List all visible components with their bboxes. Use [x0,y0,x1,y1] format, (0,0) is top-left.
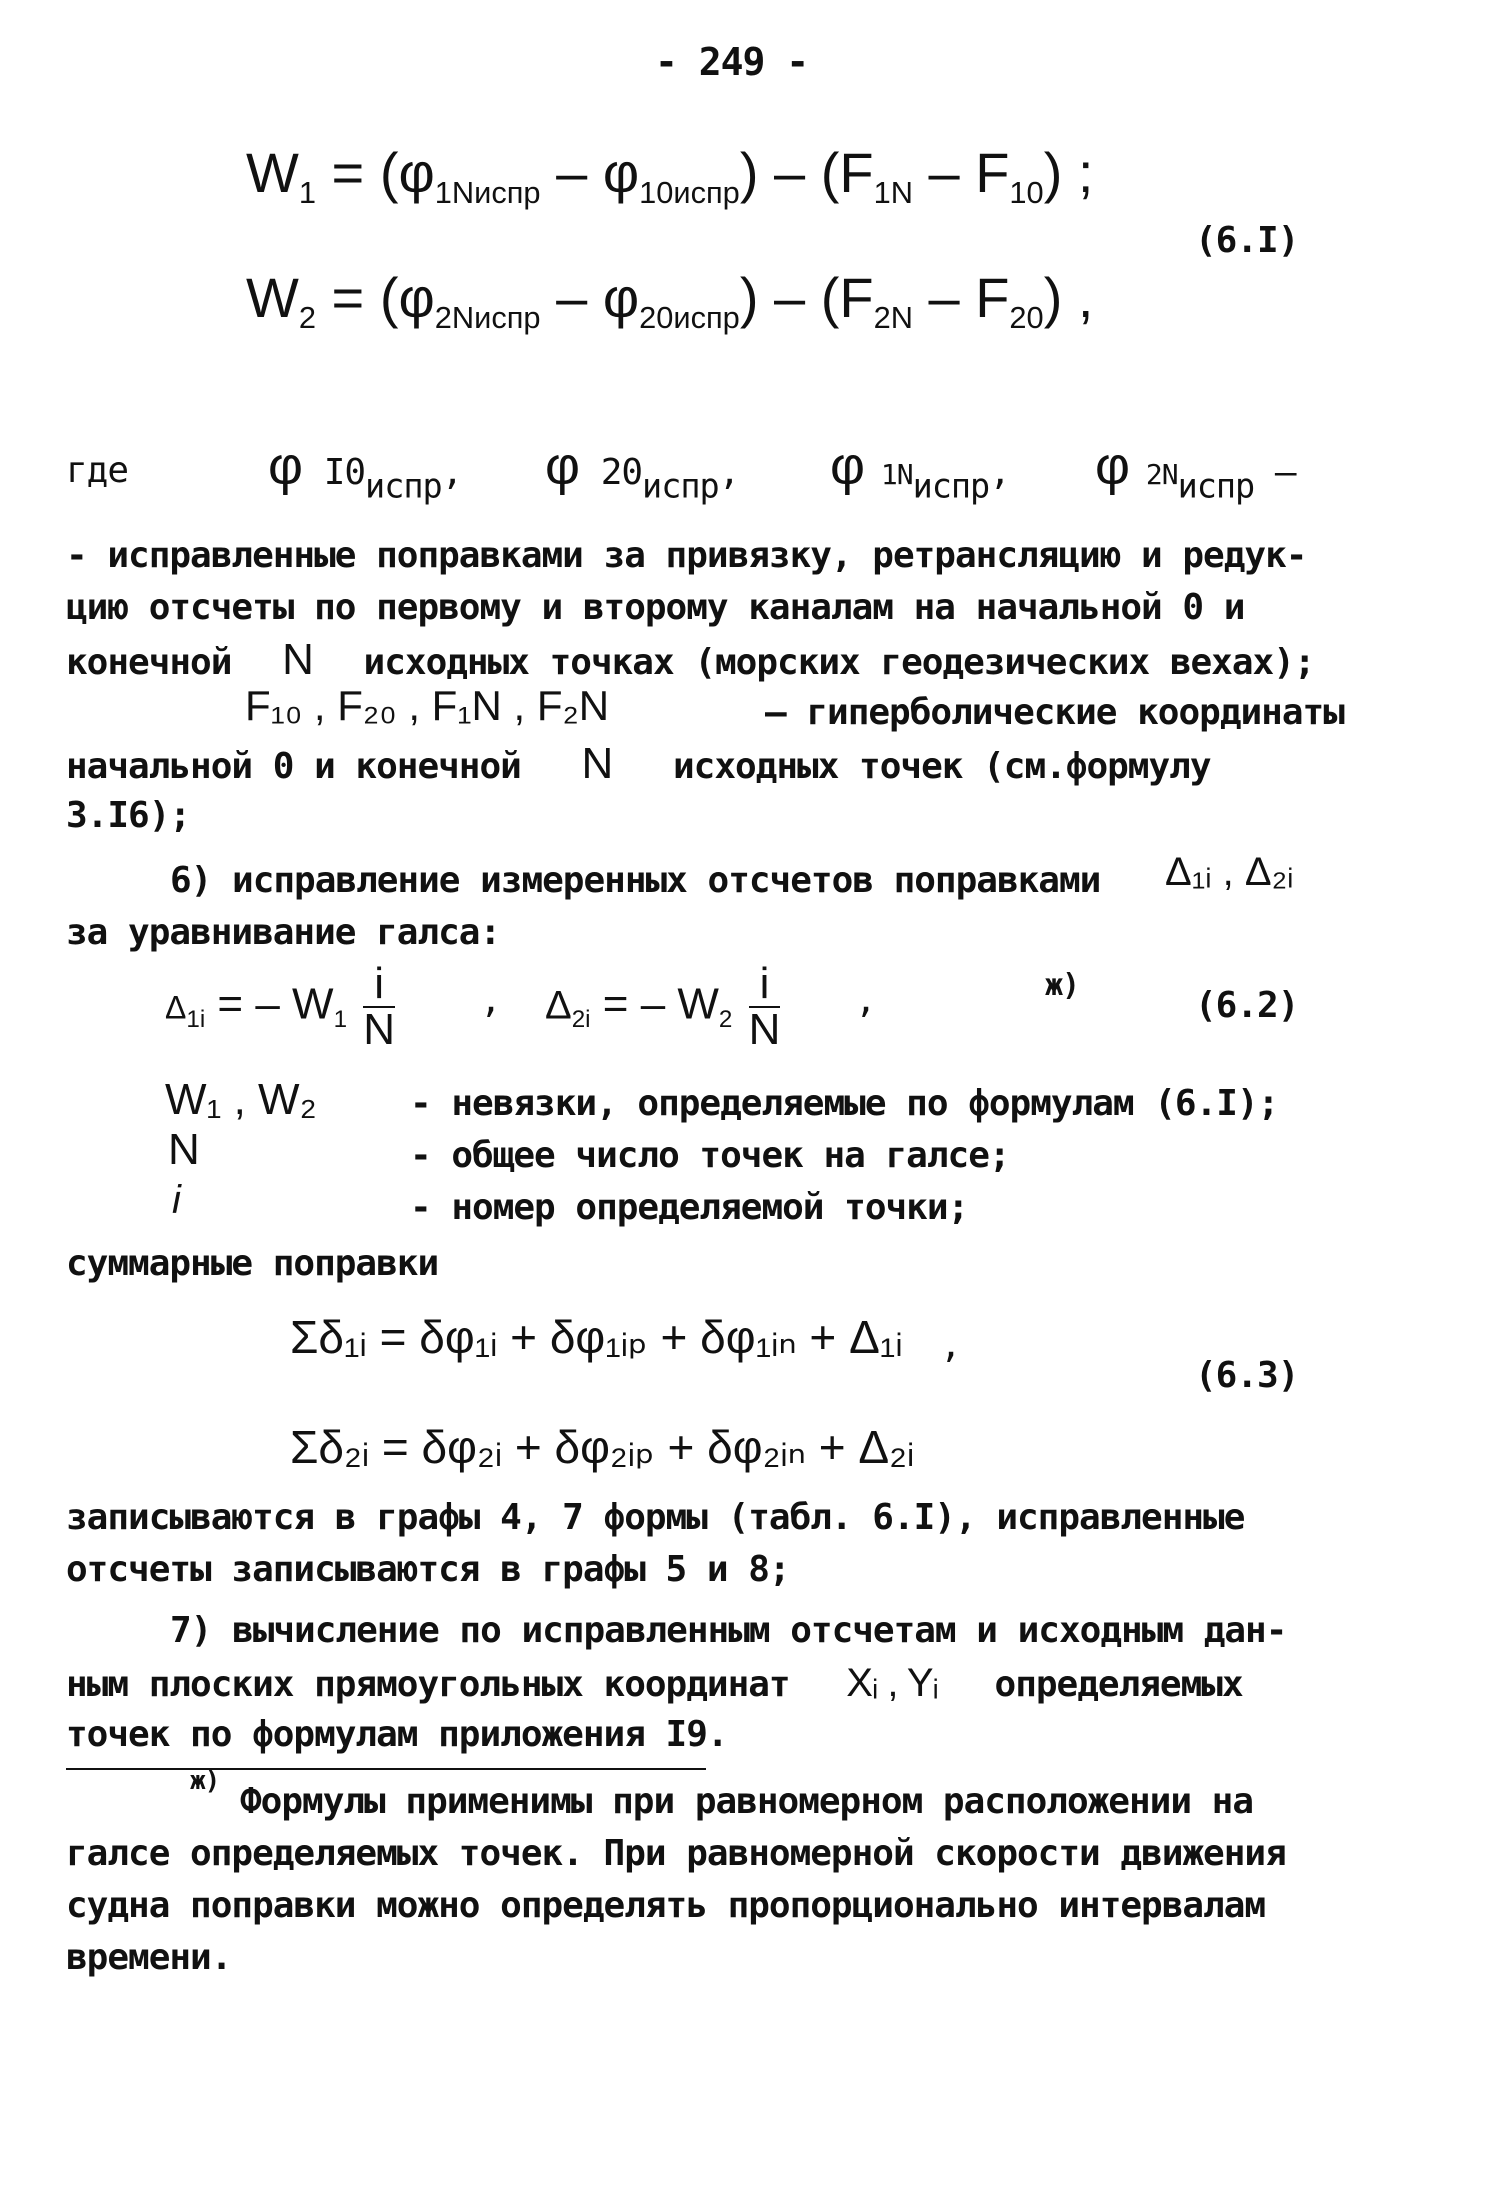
para3-symbols: Δ₁ᵢ , Δ₂ᵢ [1165,850,1294,894]
para2-text: – гиперболические координаты [765,692,1344,733]
para5-line-2: ным плоских прямоугольных координат Xᵢ , Yᵢ определяемых [66,1661,1243,1705]
sum-label: суммарные поправки [66,1243,439,1284]
equation-6-3-line-1: Σδ₁ᵢ = δφ₁ᵢ + δφ₁ᵢₚ + δφ₁ᵢₙ + Δ₁ᵢ [290,1311,903,1363]
para5-line-1: 7) вычисление по исправленным отсчетам и исходным дан- [170,1610,1287,1651]
def-text-w: - невязки, определяемые по формулам (6.I); [410,1083,1279,1124]
para1-line-2: цию отсчеты по первому и второму каналам на начальной 0 и [66,587,1245,628]
footnote-divider [66,1768,706,1770]
para2-line-3: 3.I6); [66,795,191,836]
footnote-line-2: галсе определяемых точек. При равномерной скорости движения [66,1833,1286,1874]
fraction-i-over-n-2: $\frac{i}{N}$ [748,959,781,1054]
equation-6-2-comma-1: , [480,980,501,1021]
para5-line-3: точек по формулам приложения I9. [66,1714,728,1755]
para3-line-2: за уравнивание галса: [66,912,501,953]
equation-6-3-comma: , [940,1325,961,1366]
equation-6-1-line-1: $W_1 = (\varphi_{1Nиспр} - \varphi_{10испр}) - (F_{1N} - F_{10})$ ; [246,141,1094,210]
where-symbol-3: φ $1N_{испр}$, [830,436,1010,506]
equation-6-2-number: (6.2) [1195,985,1299,1026]
def-text-n: - общее число точек на галсе; [410,1135,1010,1176]
para2-line-2: начальной 0 и конечной N исходных точек (см.формулу [66,739,1211,788]
equation-6-2-comma-2: , [855,980,876,1021]
footnote-mark: ж) [1045,968,1080,1003]
equation-6-1-number: (6.I) [1195,220,1299,261]
def-symbol-n: N [168,1125,200,1174]
para4-line-2: отсчеты записываются в графы 5 и 8; [66,1549,790,1590]
para3-line-1: 6) исправление измеренных отсчетов поправками [170,860,1101,901]
def-symbol-i: i [172,1178,181,1222]
def-symbol-w: W₁ , W₂ [165,1075,317,1124]
where-symbol-4: φ $2N_{испр}$ – [1095,436,1296,506]
equation-6-3-number: (6.3) [1195,1355,1299,1396]
para1-line-1: - исправленные поправками за привязку, ретрансляцию и редук- [66,535,1307,576]
def-text-i: - номер определяемой точки; [410,1187,969,1228]
where-word: где [66,450,129,491]
fraction-i-over-n-1: $\frac{i}{N}$ [363,959,396,1054]
page-number: - 249 - [655,40,809,84]
where-symbol-1: φ $I0_{испр}$, [268,436,463,506]
para2-symbols: F₁₀ , F₂₀ , F₁N , F₂N [245,682,610,729]
equation-6-3-line-2: Σδ₂ᵢ = δφ₂ᵢ + δφ₂ᵢₚ + δφ₂ᵢₙ + Δ₂ᵢ [290,1421,915,1473]
footnote-line-3: судна поправки можно определять пропорционально интервалам [66,1885,1266,1926]
footnote-mark-ref: ж) [190,1766,220,1796]
para4-line-1: записываются в графы 4, 7 формы (табл. 6.I), исправленные [66,1497,1245,1538]
para1-line-3: конечной N исходных точках (морских геодезических вехах); [66,635,1315,684]
footnote-line-4: времени. [66,1937,232,1978]
footnote-line-1: Формулы применимы при равномерном расположении на [240,1781,1254,1822]
equation-6-2-left: $\Delta_{1i}$ = – $W_1$ $\frac{i}{N}$ [165,959,396,1054]
where-symbol-2: φ $20_{испр}$, [545,436,740,506]
equation-6-1-line-2: $W_2 = (\varphi_{2Nиспр} - \varphi_{20испр}) - (F_{2N} - F_{20})$ , [246,266,1094,335]
equation-6-2-right: $\Delta_{2i}$ = – $W_2$ $\frac{i}{N}$ [545,959,781,1054]
